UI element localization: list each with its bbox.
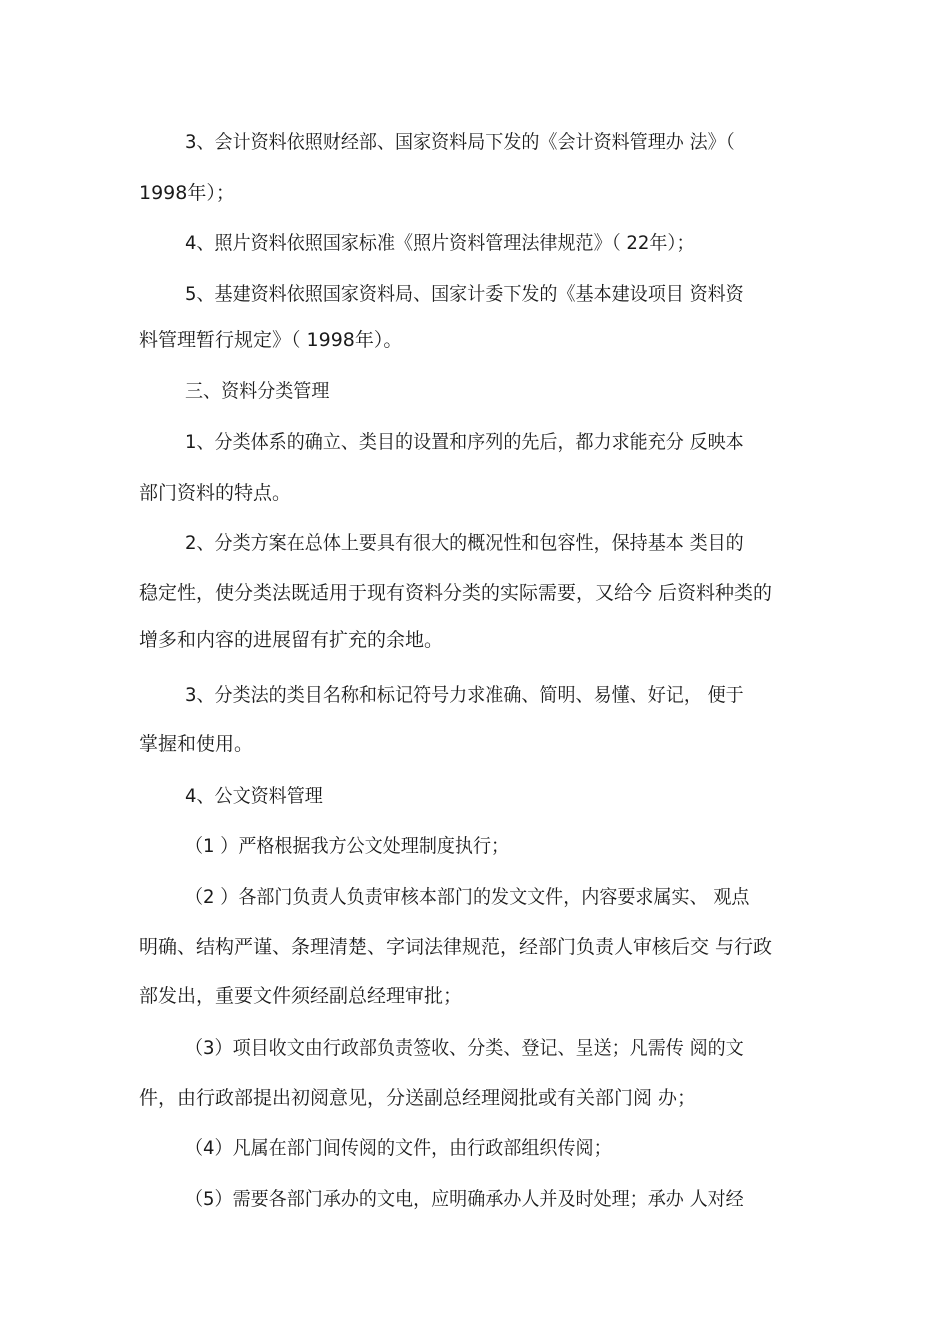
text-line: 掌握和使用。: [139, 733, 254, 755]
text-line: 1、分类体系的确立、类目的设置和序列的先后，都力求能充分 反映本: [185, 431, 744, 453]
text-line: 稳定性，使分类法既适用于现有资料分类的实际需要，又给今 后资料种类的: [139, 582, 773, 604]
text-line: 4、照片资料依照国家标准《照片资料管理法律规范》（ 22年）；: [185, 232, 695, 254]
text-line: 2、分类方案在总体上要具有很大的概况性和包容性，保持基本 类目的: [185, 532, 744, 554]
text-line: 部门资料的特点。: [139, 482, 292, 504]
section-heading: 三、资料分类管理: [185, 380, 330, 402]
text-line: 料管理暂行规定》（ 1998年）。: [139, 329, 403, 351]
text-line: 3、会计资料依照财经部、国家资料局下发的《会计资料管理办 法》（: [185, 131, 735, 153]
text-line: 5、基建资料依照国家资料局、国家计委下发的《基本建设项目 资料资: [185, 283, 744, 305]
text-line: （5）需要各部门承办的文电，应明确承办人并及时处理；承办 人对经: [185, 1188, 744, 1210]
text-line: （2 ）各部门负责人负责审核本部门的发文文件，内容要求属实、 观点: [185, 886, 750, 908]
text-line: 部发出，重要文件须经副总经理审批；: [139, 985, 463, 1007]
text-line: （3）项目收文由行政部负责签收、分类、登记、呈送；凡需传 阅的文: [185, 1037, 744, 1059]
text-line: 明确、结构严谨、条理清楚、字词法律规范，经部门负责人审核后交 与行政: [139, 936, 773, 958]
text-line: （1 ）严格根据我方公文处理制度执行；: [185, 835, 510, 857]
text-line: 4、公文资料管理: [185, 785, 323, 807]
text-line: 增多和内容的进展留有扩充的余地。: [139, 629, 444, 651]
text-line: 3、分类法的类目名称和标记符号力求准确、简明、易懂、好记， 便于: [185, 684, 744, 706]
text-line: （4）凡属在部门间传阅的文件，由行政部组织传阅；: [185, 1137, 612, 1159]
text-line: 1998年）；: [139, 182, 235, 204]
text-line: 件，由行政部提出初阅意见，分送副总经理阅批或有关部门阅 办；: [139, 1087, 697, 1109]
